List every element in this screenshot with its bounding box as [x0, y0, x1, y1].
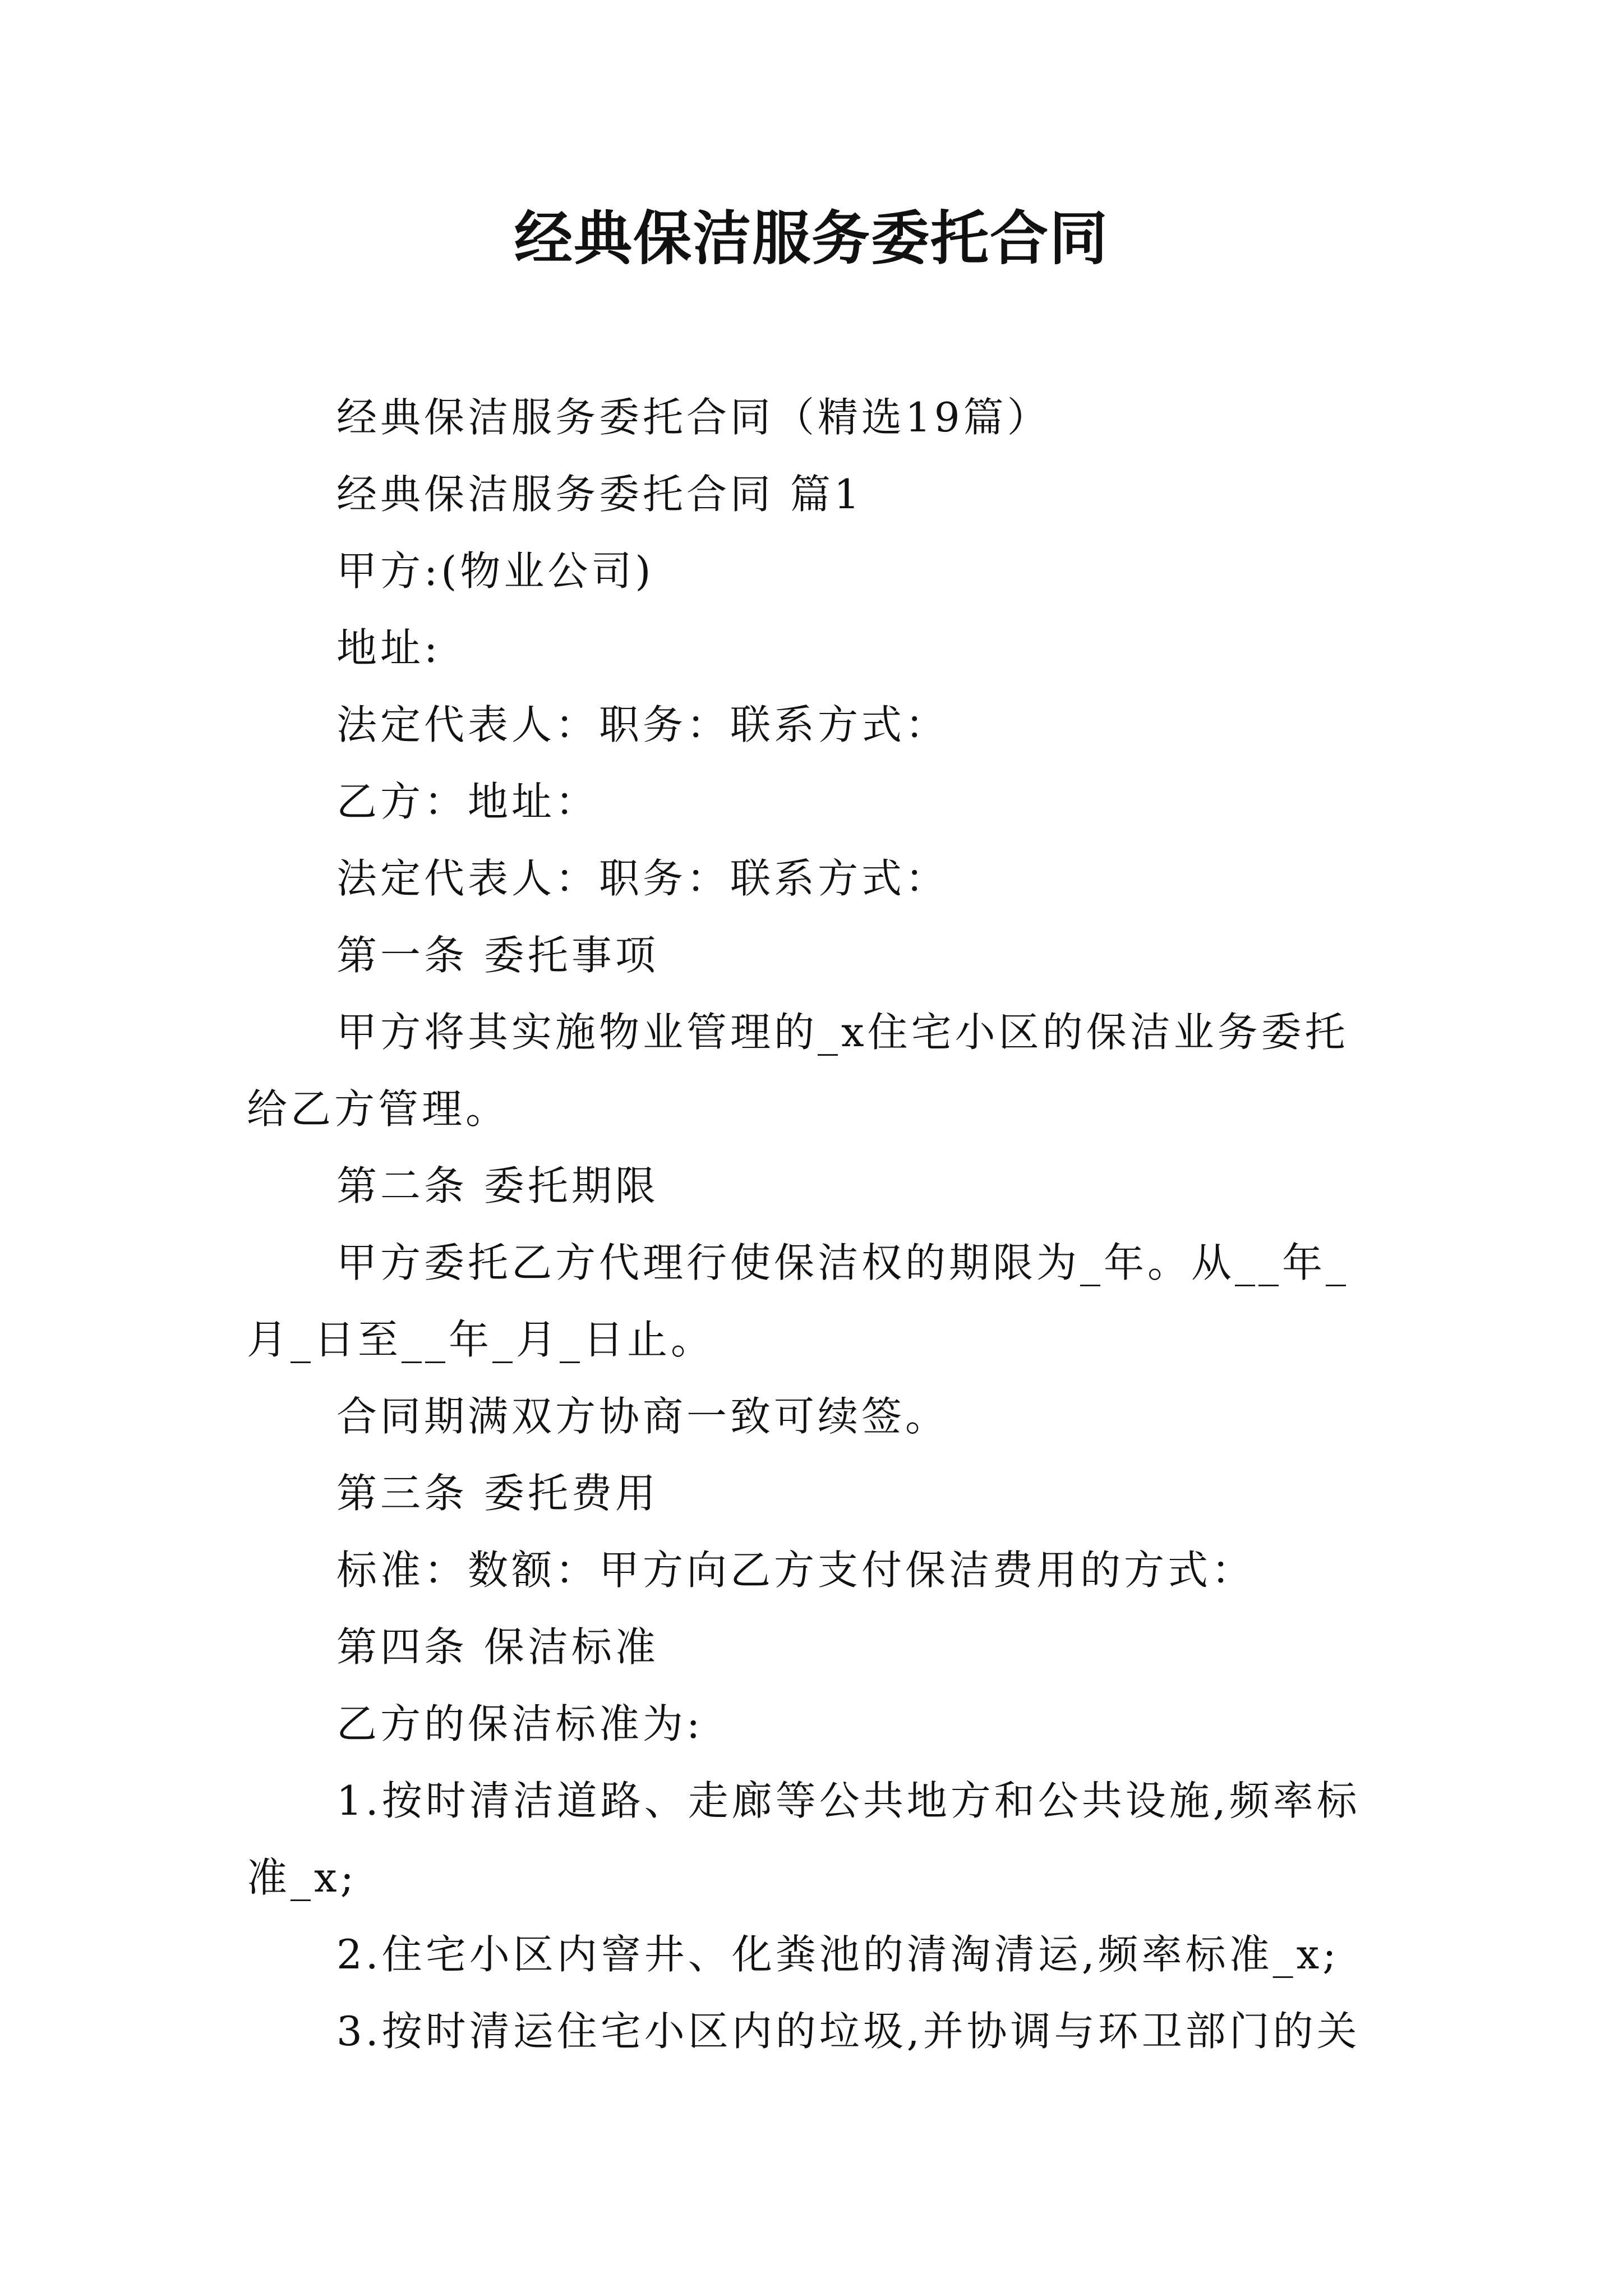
paragraph-address: 地址:: [336, 624, 441, 671]
paragraph-article-4-heading: 第四条 保洁标准: [336, 1623, 659, 1671]
paragraph-standard-2: 2.住宅小区内窨井、化粪池的清淘清运,频率标准_x;: [336, 1931, 1340, 1978]
paragraph-legal-rep-b: 法定代表人：职务：联系方式：: [336, 855, 949, 902]
paragraph-article-2-body: 甲方委托乙方代理行使保洁权的期限为_年。从__年_月_日至__年_月_日止。: [247, 1239, 1350, 1363]
paragraph-article-3-heading: 第三条 委托费用: [336, 1470, 659, 1517]
paragraph-standard-1: 1.按时清洁道路、走廊等公共地方和公共设施,频率标准_x;: [247, 1777, 1361, 1901]
document-title: 经典保洁服务委托合同: [514, 204, 1109, 273]
paragraph-article-1-body: 甲方将其实施物业管理的_x住宅小区的保洁业务委托给乙方管理。: [247, 1009, 1349, 1133]
paragraph-party-b: 乙方：地址：: [336, 778, 600, 825]
paragraph-article-1-heading: 第一条 委托事项: [336, 932, 659, 979]
paragraph-section-heading: 经典保洁服务委托合同 篇1: [336, 471, 863, 518]
paragraph-renewal: 合同期满双方协商一致可续签。: [336, 1393, 949, 1440]
paragraph-article-2-heading: 第二条 委托期限: [336, 1162, 659, 1209]
paragraph-article-4-intro: 乙方的保洁标准为:: [336, 1700, 704, 1747]
paragraph-subtitle: 经典保洁服务委托合同（精选19篇）: [336, 394, 1051, 441]
paragraph-standard-3: 3.按时清运住宅小区内的垃圾,并协调与环卫部门的关: [336, 2008, 1361, 2055]
paragraph-legal-rep-a: 法定代表人：职务：联系方式：: [336, 701, 949, 748]
paragraph-party-a: 甲方:(物业公司): [336, 547, 654, 595]
document-body: [247, 379, 1380, 2070]
paragraph-article-3-body: 标准：数额：甲方向乙方支付保洁费用的方式：: [336, 1547, 1256, 1594]
